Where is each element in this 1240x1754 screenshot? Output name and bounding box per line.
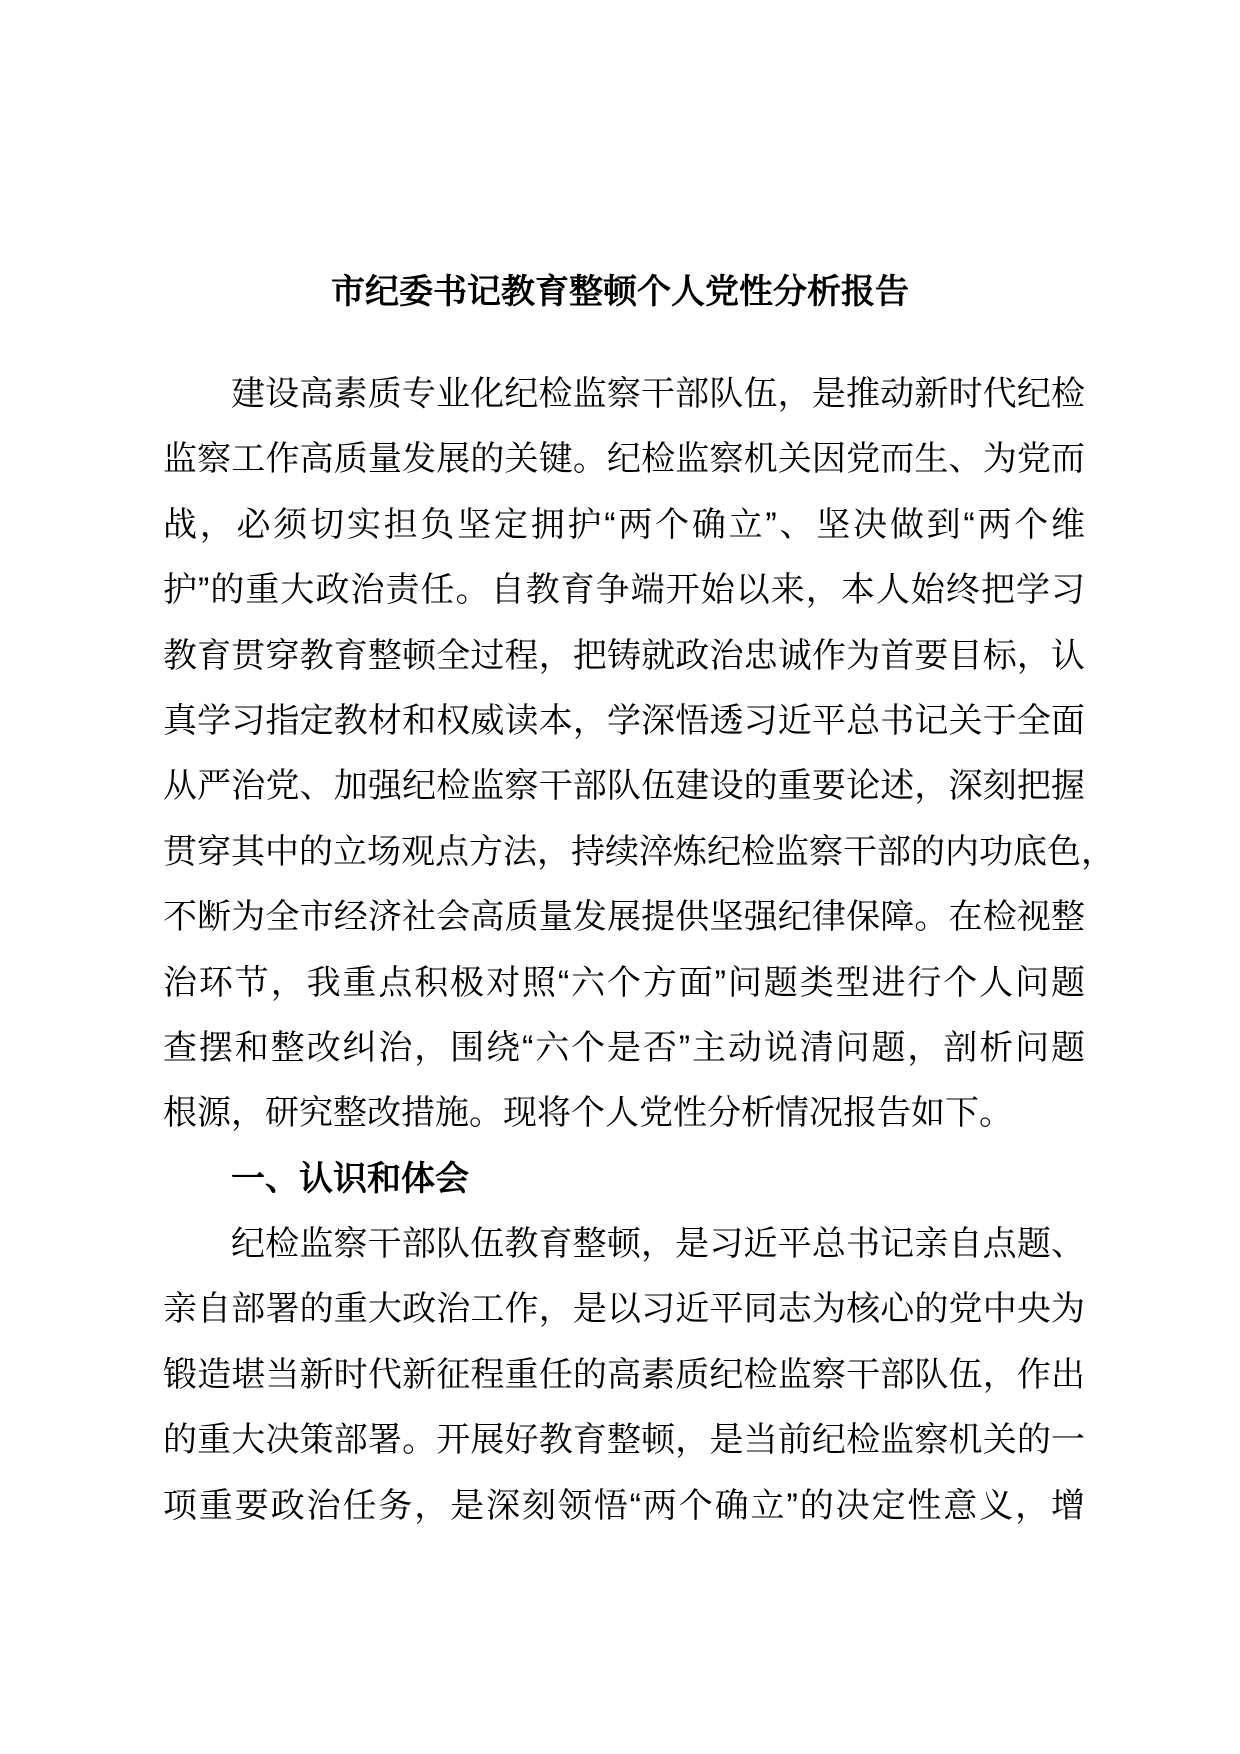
paragraph-line: 贯穿其中的立场观点方法，持续淬炼纪检监察干部的内功底色，: [163, 832, 1115, 871]
paragraph-line: 不断为全市经济社会高质量发展提供坚强纪律保障。在检视整: [163, 898, 1085, 937]
paragraph-line: 纪检监察干部队伍教育整顿，是习近平总书记亲自点题、: [231, 1225, 1085, 1264]
paragraph-line: 亲自部署的重大政治工作，是以习近平同志为核心的党中央为: [163, 1290, 1085, 1329]
paragraph-line: 战，必须切实担负坚定拥护“两个确立”、坚决做到“两个维: [163, 505, 1085, 544]
paragraph-line: 教育贯穿教育整顿全过程，把铸就政治忠诚作为首要目标，认: [163, 636, 1085, 675]
paragraph-line: 真学习指定教材和权威读本，学深悟透习近平总书记关于全面: [163, 701, 1085, 740]
document-title: 市纪委书记教育整顿个人党性分析报告: [331, 273, 909, 311]
paragraph-line: 的重大决策部署。开展好教育整顿，是当前纪检监察机关的一: [163, 1421, 1085, 1460]
paragraph-line: 监察工作高质量发展的关键。纪检监察机关因党而生、为党而: [163, 440, 1085, 479]
paragraph-line: 从严治党、加强纪检监察干部队伍建设的重要论述，深刻把握: [163, 767, 1085, 806]
paragraph-line: 查摆和整改纠治，围绕“六个是否”主动说清问题，剖析问题: [163, 1028, 1085, 1067]
paragraph-line: 锻造堪当新时代新征程重任的高素质纪检监察干部队伍，作出: [163, 1355, 1085, 1394]
paragraph-line: 建设高素质专业化纪检监察干部队伍，是推动新时代纪检: [231, 375, 1085, 413]
paragraph-line: 项重要政治任务，是深刻领悟“两个确立”的决定性意义，增: [163, 1486, 1085, 1525]
document-body: [163, 362, 1115, 1539]
paragraph-line: 根源，研究整改措施。现将个人党性分析情况报告如下。: [163, 1094, 1013, 1133]
paragraph-line: 护”的重大政治责任。自教育争端开始以来，本人始终把学习: [163, 571, 1085, 610]
paragraph-line: 治环节，我重点积极对照“六个方面”问题类型进行个人问题: [163, 963, 1085, 1002]
section-heading: 一、认识和体会: [231, 1159, 469, 1198]
